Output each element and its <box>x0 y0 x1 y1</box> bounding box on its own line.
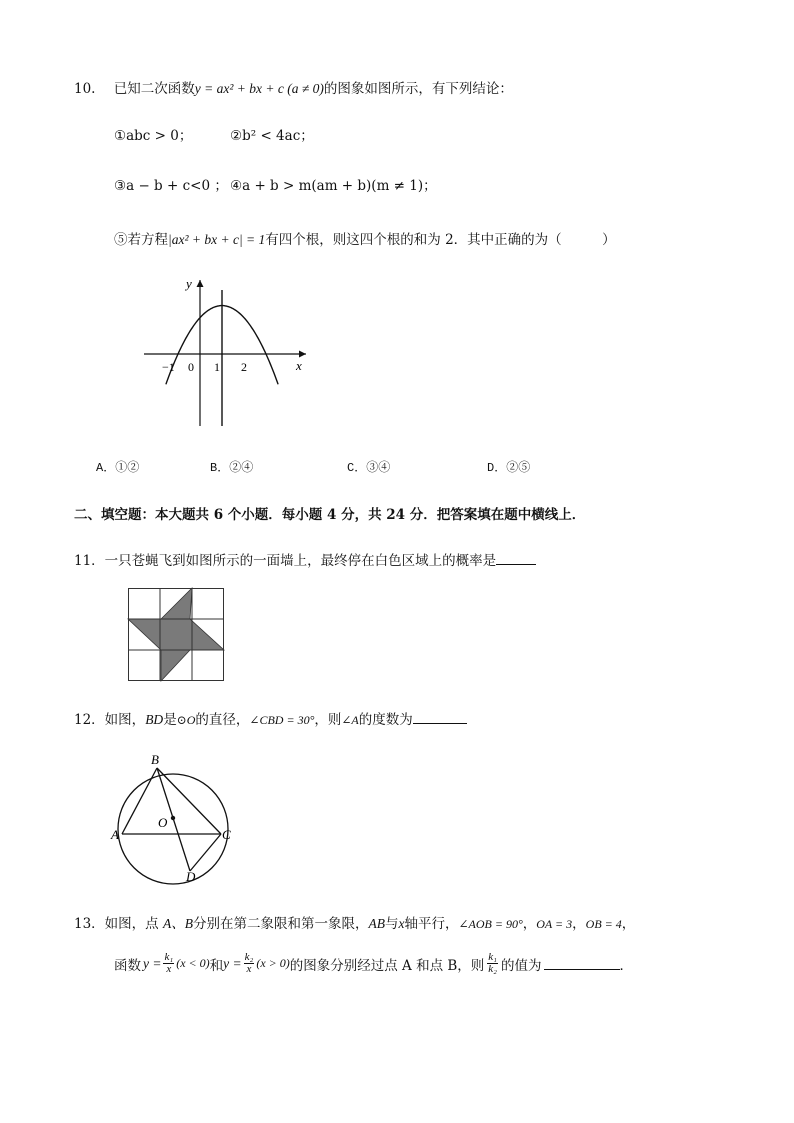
q12-angle: ∠CBD = 30° <box>249 713 315 727</box>
q13-ratio <box>487 952 498 975</box>
q10-stem-formula: y = ax² + bx + c (a ≠ 0) <box>194 81 324 96</box>
q13-points: A、B <box>162 916 193 931</box>
tick-label-0: 0 <box>188 360 194 374</box>
q13-period: ． <box>619 957 634 974</box>
x-axis-label: x <box>296 358 302 373</box>
q10-stem-suffix: 的图象如图所示，有下列结论： <box>323 81 513 97</box>
q12-then: ，则 <box>314 712 342 728</box>
tick-label-1: 1 <box>214 360 220 374</box>
q10-option-d[interactable]: D．②⑤ <box>487 461 531 475</box>
q13-ab: AB <box>368 916 385 931</box>
q13-prefix: 13．如图，点 <box>74 916 163 932</box>
q13-frac1-num: k₁ <box>164 951 174 963</box>
q12-is: 是 <box>163 712 177 728</box>
q13-oa: OA = 3 <box>536 917 573 931</box>
q12-circle-figure <box>108 752 238 882</box>
q13-line2 <box>114 952 633 975</box>
q12-prefix: 12．如图， <box>74 712 146 728</box>
q11-grid-figure <box>128 588 224 681</box>
label-d: D <box>186 869 196 884</box>
q12-bd: BD <box>145 712 164 727</box>
center-point <box>171 816 175 820</box>
q10-option-b[interactable]: B．②④ <box>210 461 254 475</box>
q12-angle-a: ∠A <box>341 713 359 727</box>
q11-text: 11．一只苍蝇飞到如图所示的一面墙上，最终停在白色区域上的概率是 <box>74 553 497 569</box>
q10-option-c[interactable]: C．③④ <box>347 461 391 475</box>
tick-label-neg1: −1 <box>162 360 175 374</box>
q13-ratio-num: k₁ <box>488 951 498 963</box>
q10-c5-suffix: 有四个根，则这四个根的和为 2．其中正确的为（ ） <box>265 232 616 248</box>
q10-parabola-graph <box>140 270 320 435</box>
q12-line <box>74 708 467 728</box>
shaded-star <box>128 588 224 681</box>
q13-frac2 <box>244 952 255 975</box>
section2-heading: 二、填空题：本大题共 6 个小题．每小题 4 分，共 24 分．把答案填在题中横线上． <box>74 507 586 523</box>
q13-xaxis: x <box>398 916 405 931</box>
tick-label-2: 2 <box>241 360 247 374</box>
q10-c5-prefix: ⑤若方程 <box>114 232 168 248</box>
q13-cond1: (x < 0) <box>176 956 210 970</box>
q10-c5-formula: |ax² + bx + c| = 1 <box>168 232 266 247</box>
q10-conclusion-4: ④a + b > m(am + b)(m ≠ 1)； <box>230 178 437 194</box>
q10-conclusion-5 <box>114 228 616 248</box>
q13-frac1 <box>163 952 174 975</box>
q13-cond2: (x > 0) <box>256 956 290 970</box>
q10-conclusion-1: ①abc > 0； <box>114 128 193 144</box>
q12-diameter: 的直径， <box>195 712 250 728</box>
q13-f2-lhs: y = <box>223 955 242 971</box>
q10-number: 10. <box>74 81 96 97</box>
q13-frac2-den: x <box>246 963 252 975</box>
q13-frac1-den: x <box>166 963 172 975</box>
q10-stem-prefix: 已知二次函数 <box>113 81 195 97</box>
q11-line <box>74 549 536 569</box>
y-axis-label: y <box>186 276 192 291</box>
q10-conclusion-2: ②b² < 4ac； <box>230 128 314 144</box>
q12-answer-blank[interactable] <box>413 711 467 724</box>
q13-ob: OB = 4 <box>585 917 622 931</box>
q12-suffix: 的度数为 <box>358 712 413 728</box>
label-c: C <box>222 827 231 842</box>
label-b: B <box>151 752 159 767</box>
label-a: A <box>111 827 119 842</box>
q13-quadrants: 分别在第二象限和第一象限， <box>192 916 369 932</box>
circle-o <box>118 774 228 884</box>
q13-f1-lhs: y = <box>143 955 162 971</box>
q13-parallel: 轴平行， <box>404 916 459 932</box>
q13-line1: 13．如图，点 A、B分别在第二象限和第一象限，AB与x轴平行，∠AOB = 90°，OA = 3，OB = 4， <box>74 916 636 932</box>
q13-and: 和 <box>209 957 224 974</box>
q10-option-a[interactable]: A．①② <box>96 461 140 475</box>
q13-func: 函数 <box>114 957 141 974</box>
q13-value-text: 的值为 <box>501 957 542 974</box>
q13-answer-blank[interactable] <box>544 957 620 970</box>
q11-answer-blank[interactable] <box>496 552 536 565</box>
q10-conclusion-3: ③a − b + c<0 ； <box>114 178 228 194</box>
q10-line <box>74 77 513 97</box>
q13-graph-text: 的图象分别经过点 A 和点 B，则 <box>289 957 485 974</box>
q13-aob: ∠AOB = 90° <box>458 917 523 931</box>
label-o: O <box>158 815 168 830</box>
q13-frac2-num: k₂ <box>244 951 254 963</box>
q12-circle: ⊙O <box>176 713 196 727</box>
q13-with: 与 <box>384 916 399 932</box>
q13-ratio-den: k₂ <box>488 963 498 975</box>
